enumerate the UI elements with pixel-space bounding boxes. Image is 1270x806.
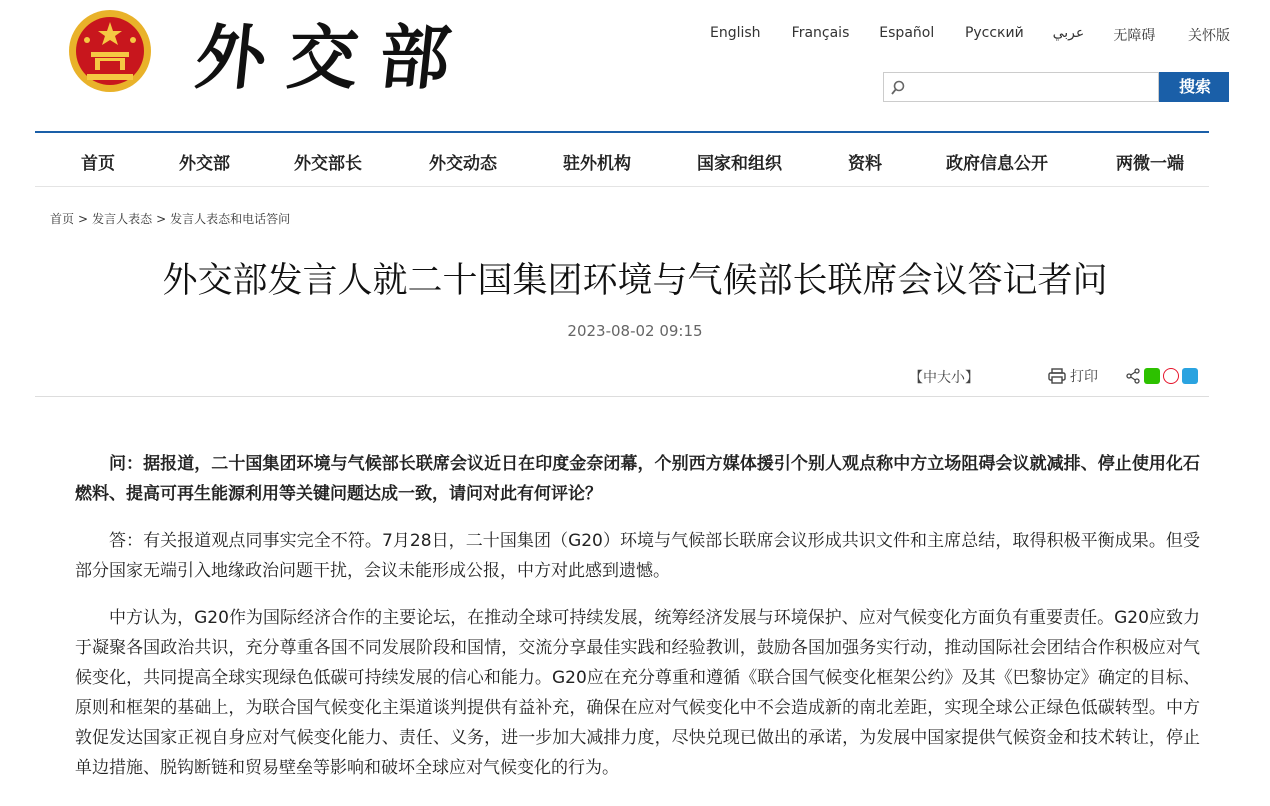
lang-english[interactable]: English <box>710 25 761 41</box>
search-box <box>883 72 1159 102</box>
weibo-share-icon[interactable] <box>1163 368 1179 384</box>
language-nav <box>710 25 1230 45</box>
breadcrumb-current[interactable]: 发言人表态和电话答问 <box>170 212 291 226</box>
publish-date: 2023-08-02 09:15 <box>567 322 703 340</box>
elderly-mode-link[interactable]: 关怀版 <box>1188 28 1231 44</box>
search-input[interactable] <box>910 73 1158 103</box>
breadcrumb <box>50 210 290 227</box>
share-icon[interactable] <box>1125 368 1141 384</box>
print-label: 打印 <box>1070 369 1098 385</box>
printer-icon <box>1048 368 1066 384</box>
qzone-share-icon[interactable] <box>1182 368 1198 384</box>
main-nav <box>0 133 1209 187</box>
bracket-open: 【 <box>909 370 923 386</box>
nav-divider <box>35 186 1209 187</box>
nav-home[interactable]: 首页 <box>81 154 115 174</box>
nav-government-info[interactable]: 政府信息公开 <box>946 154 1048 174</box>
lang-russian[interactable]: Русский <box>964 25 1024 41</box>
print-button[interactable] <box>1048 366 1098 386</box>
search-button[interactable]: 搜索 <box>1159 72 1229 102</box>
question-paragraph: 问：据报道，二十国集团环境与气候部长联席会议近日在印度金奈闭幕，个别西方媒体援引个别人观点称中方立场阻碍会议就减排、停止使用化石燃料、提高可再生能源利用等关键问题达成一致，请问对此有何评论？ <box>75 454 1200 504</box>
nav-minister[interactable]: 外交部长 <box>294 154 362 174</box>
nav-social-media[interactable]: 两微一端 <box>1116 154 1184 174</box>
lang-spanish[interactable]: Español <box>879 25 935 41</box>
breadcrumb-home[interactable]: 首页 <box>50 212 75 226</box>
lang-arabic[interactable]: عربي <box>1052 25 1085 41</box>
nav-ministry[interactable]: 外交部 <box>179 154 230 174</box>
font-size-selector <box>909 367 979 387</box>
bracket-close: 】 <box>965 370 979 386</box>
accessibility-link[interactable]: 无障碍 <box>1113 28 1156 44</box>
breadcrumb-spokesperson[interactable]: 发言人表态 <box>92 212 153 226</box>
body-paragraph: 中方认为，G20作为国际经济合作的主要论坛，在推动全球可持续发展，统筹经济发展与环境保护、应对气候变化方面负有重要责任。G20应致力于凝聚各国政治共识，充分尊重各国不同发展阶段和国情，交流分享最佳实践和经验教训，鼓励各国加强务实行动，推动国际社会团结合作积极应对气候变化，共同提高全球实现绿色低碳可持续发展的信心和能力。G20应在充分尊重和遵循《联合国气候变化框架公约》及其《巴黎协定》确定的目标、原则和框架的基础上，为联合国气候变化主渠道谈判提供有益补充，确保在应对气候变化中不会造成新的南北差距，实现全球公正绿色低碳转型。中方敦促发达国家正视自身应对气候变化能力、责任、义务，进一步加大减排力度，尽快兑现已做出的承诺，为发展中国家提供气候资金和技术转让，停止单边措施、脱钩断链和贸易壁垒等影响和破坏全球应对气候变化的行为。 <box>75 608 1200 778</box>
breadcrumb-separator: > <box>78 212 89 226</box>
article-title: 外交部发言人就二十国集团环境与气候部长联席会议答记者问 <box>162 261 1108 301</box>
nav-countries-organizations[interactable]: 国家和组织 <box>697 154 782 174</box>
nav-resources[interactable]: 资料 <box>848 154 882 174</box>
national-emblem-icon <box>67 8 153 94</box>
nav-missions-abroad[interactable]: 驻外机构 <box>563 154 631 174</box>
font-size-large[interactable]: 中 <box>923 370 937 386</box>
font-size-small[interactable]: 小 <box>951 370 965 386</box>
font-size-medium[interactable]: 大 <box>937 370 951 386</box>
site-title[interactable]: 外交部 <box>191 16 477 99</box>
share-bar <box>1125 368 1198 384</box>
answer-paragraph: 答：有关报道观点同事实完全不符。7月28日，二十国集团（G20）环境与气候部长联席会议形成共识文件和主席总结，取得积极平衡成果。但受部分国家无端引入地缘政治问题干扰，会议未能形成公报，中方对此感到遗憾。 <box>75 531 1200 581</box>
article-divider <box>35 396 1209 397</box>
search-icon <box>891 80 905 96</box>
breadcrumb-separator: > <box>156 212 167 226</box>
article-body <box>75 449 1200 800</box>
wechat-share-icon[interactable] <box>1144 368 1160 384</box>
lang-french[interactable]: Français <box>791 25 850 41</box>
nav-diplomatic-news[interactable]: 外交动态 <box>429 154 497 174</box>
